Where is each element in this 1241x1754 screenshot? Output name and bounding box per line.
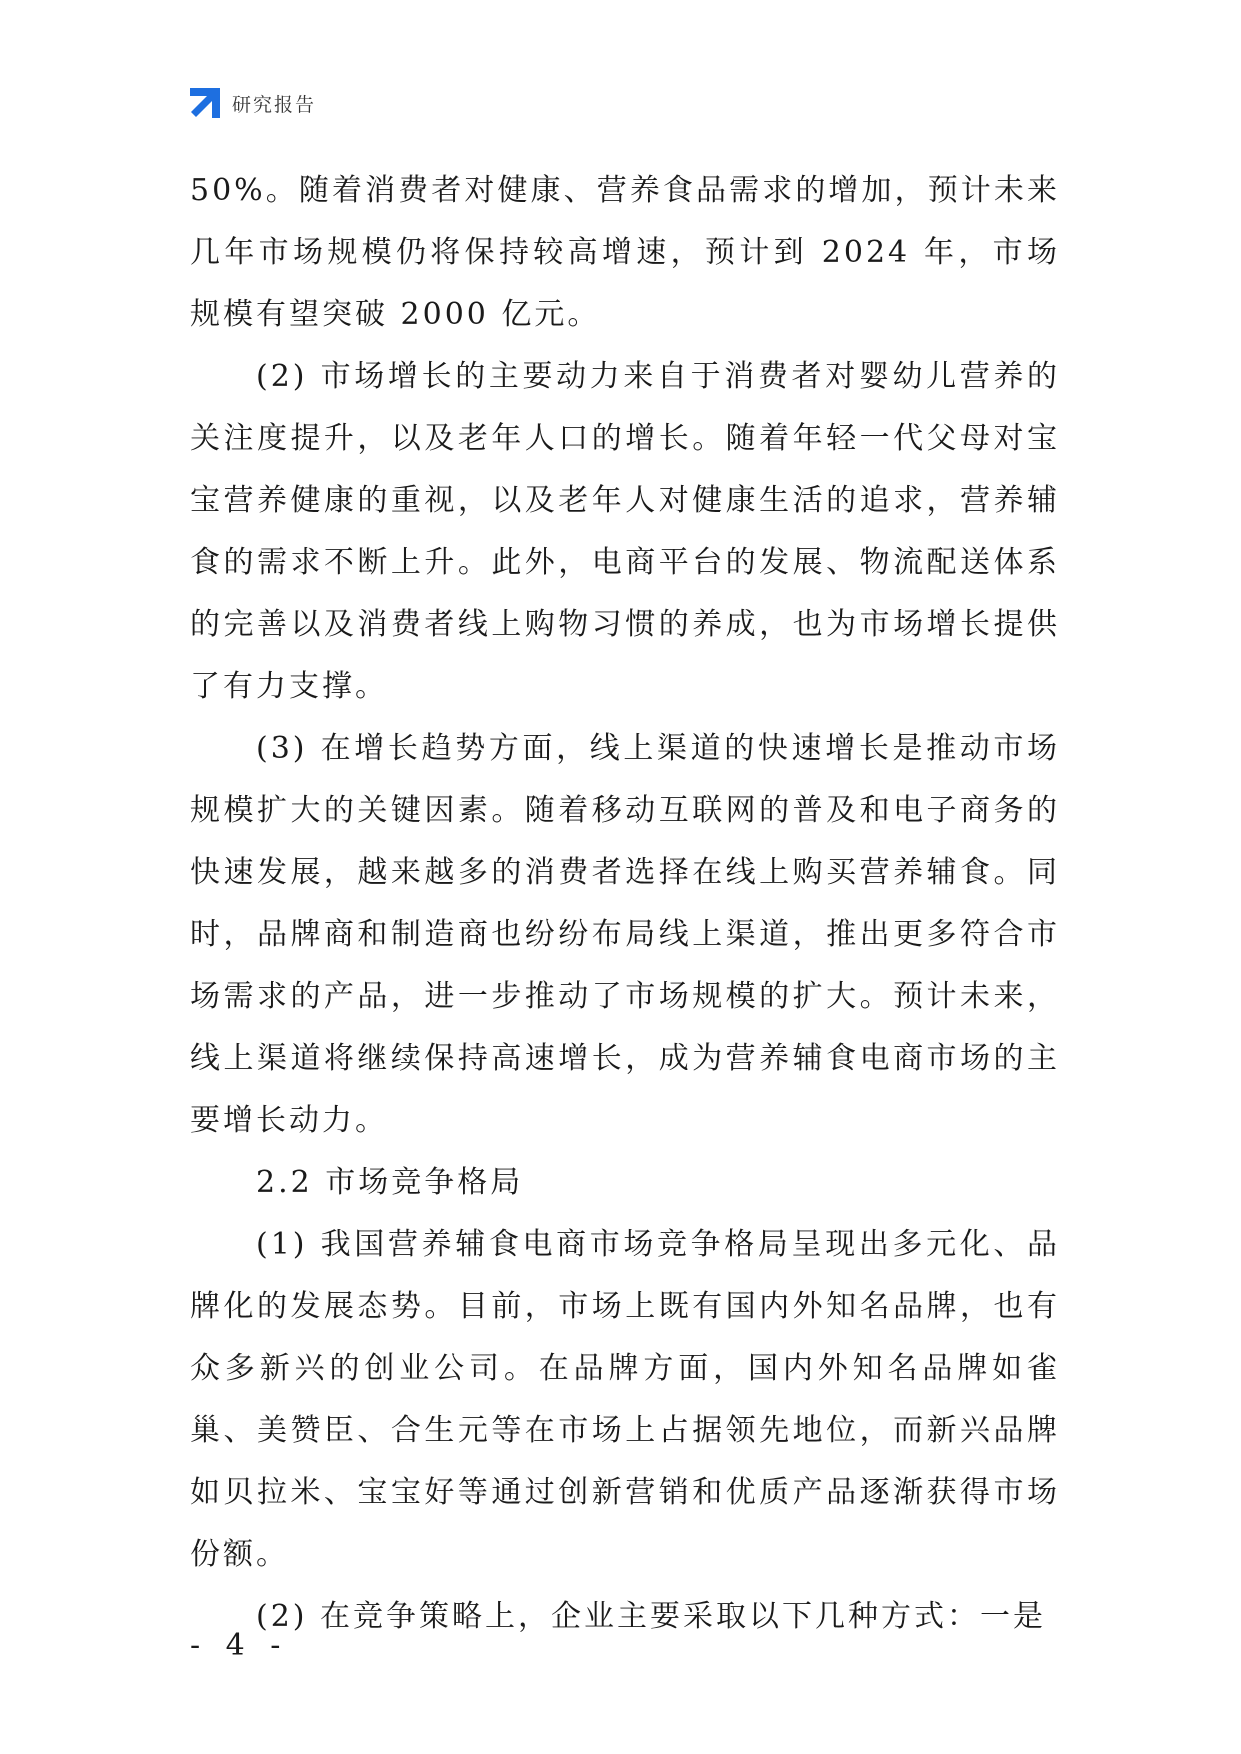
paragraph-competition-2: (2) 在竞争策略上，企业主要采取以下几种方式：一是 xyxy=(256,1599,1047,1634)
arrow-up-right-logo-icon xyxy=(190,88,220,118)
report-header xyxy=(190,88,316,118)
paragraph-continued: 50%。随着消费者对健康、营养食品需求的增加，预计未来几年市场规模仍将保持较高增速，预计到 2024 年，市场规模有望突破 2000 亿元。 xyxy=(190,173,1060,332)
header-title: 研究报告 xyxy=(232,93,317,116)
page-number: - 4 - xyxy=(190,1628,289,1663)
section-heading: 2.2 市场竞争格局 xyxy=(256,1165,524,1200)
paragraph-2: (2) 市场增长的主要动力来自于消费者对婴幼儿营养的关注度提升，以及老年人口的增长。随着年轻一代父母对宝宝营养健康的重视，以及老年人对健康生活的追求，营养辅食的需求不断上升。此外，电商平台的发展、物流配送体系的完善以及消费者线上购物习惯的养成，也为市场增长提供了有力支撑。 xyxy=(190,359,1060,704)
paragraph-3: (3) 在增长趋势方面，线上渠道的快速增长是推动市场规模扩大的关键因素。随着移动互联网的普及和电子商务的快速发展，越来越多的消费者选择在线上购买营养辅食。同时，品牌商和制造商也纷纷布局线上渠道，推出更多符合市场需求的产品，进一步推动了市场规模的扩大。预计未来，线上渠道将继续保持高速增长，成为营养辅食电商市场的主要增长动力。 xyxy=(190,731,1060,1138)
document-body xyxy=(190,160,1060,1648)
paragraph-competition-1: (1) 我国营养辅食电商市场竞争格局呈现出多元化、品牌化的发展态势。目前，市场上既有国内外知名品牌，也有众多新兴的创业公司。在品牌方面，国内外知名品牌如雀巢、美赞臣、合生元等在市场上占据领先地位，而新兴品牌如贝拉米、宝宝好等通过创新营销和优质产品逐渐获得市场份额。 xyxy=(190,1227,1060,1572)
